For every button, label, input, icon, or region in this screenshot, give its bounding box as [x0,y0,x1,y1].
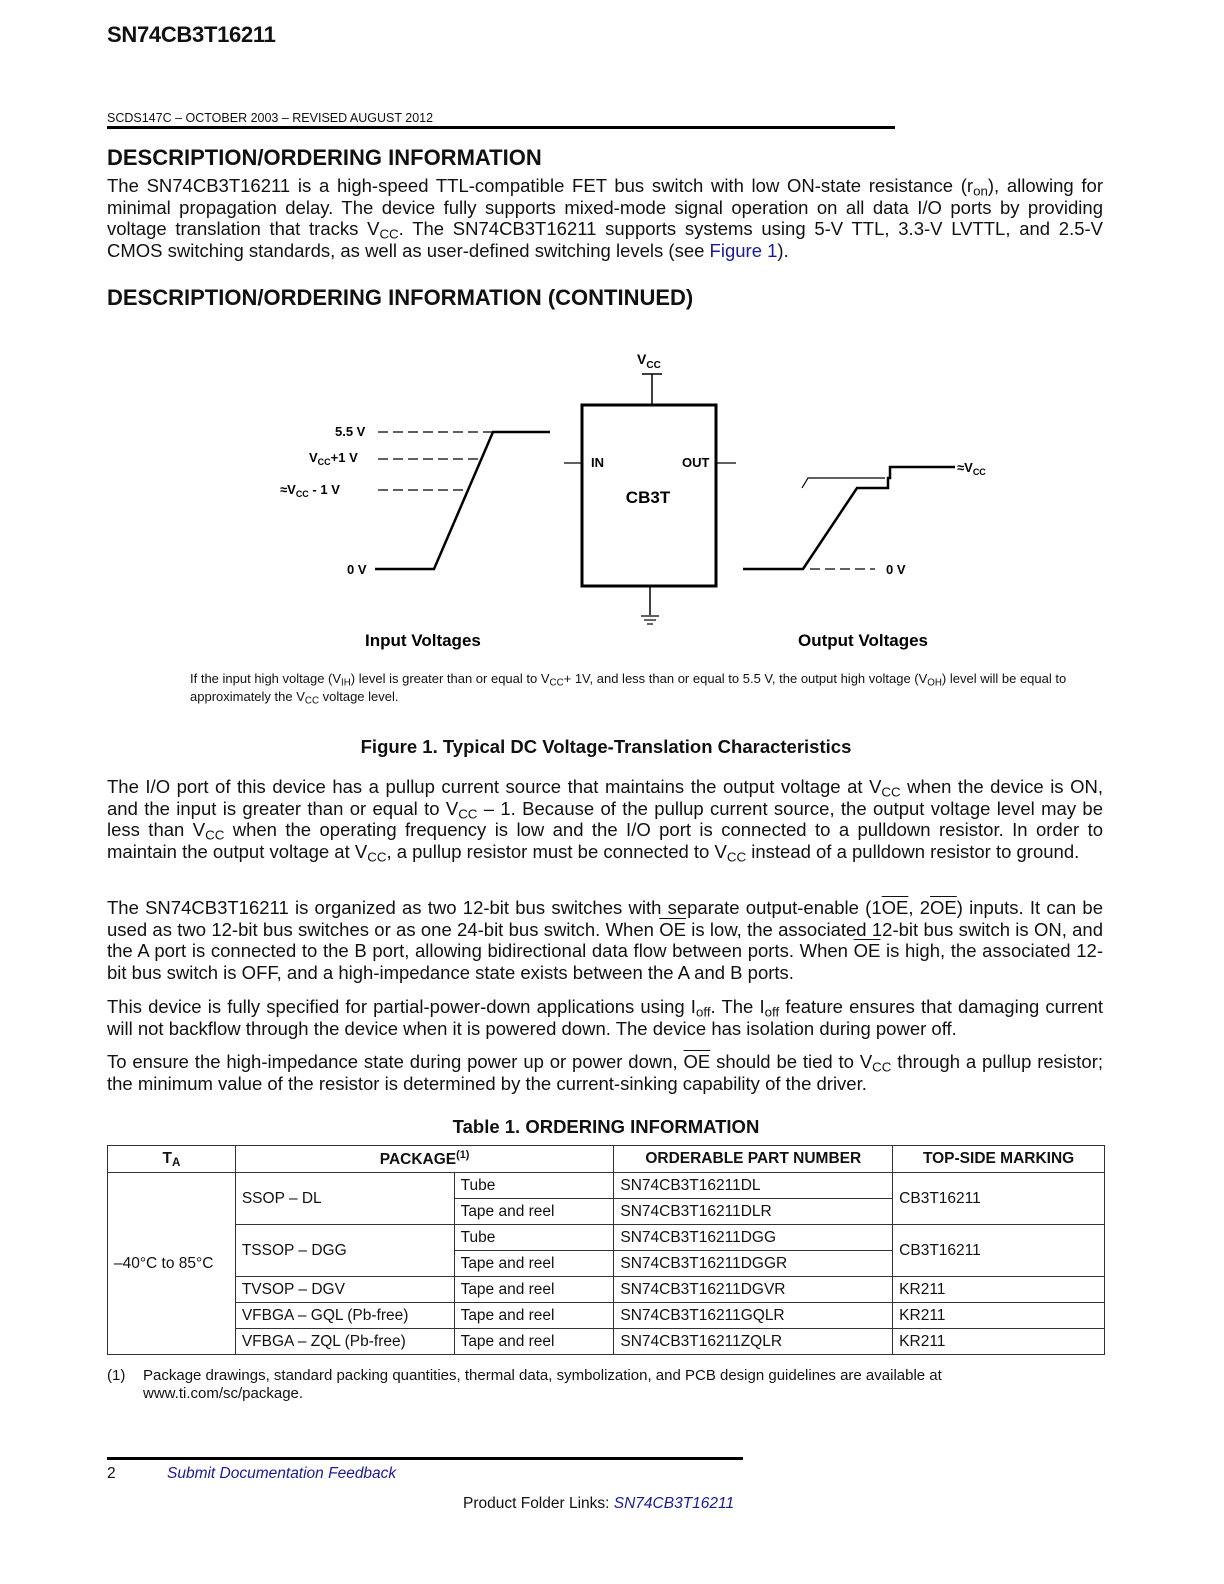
header-marking: TOP-SIDE MARKING [893,1146,1105,1173]
output-voltages-title: Output Voltages [798,631,929,650]
figure-caption: Figure 1. Typical DC Voltage-Translation Characteristics [360,736,852,757]
figure-note: If the input high voltage $(V_{IH})$ level is greater than or equal to $V_{CC}+ 1V$, and less than or equal to 5.5 V, the output high voltage $(V_{OH})$ level will be equal to approximately the $V_{CC}$ voltage level. [190,671,1067,707]
footer-divider [107,1457,743,1460]
table-row [108,1303,1105,1329]
input-voltage-curve [375,432,550,569]
table-caption: Table 1. ORDERING INFORMATION [452,1116,760,1137]
section-heading-continued: DESCRIPTION/ORDERING INFORMATION (CONTINUED) [107,285,694,310]
label-5-5v: 5.5 V [335,424,366,439]
packing-cell: Tape and reel [454,1303,614,1329]
body-paragraph-organization: The SN74CB3T16211 is organized as two 12-bit bus switches with separate output-enable ($1\overline{OE}$, $2\overline{OE}$) inputs. It can be used as two 12-bit bus switches or as one 24-bit bus switch. When $\overline{OE}$ is low, the associated 12-bit bus switch is ON, and the A port is connected to the B port, allowing bidirectional data flow between ports. When $\overline{OE}$ is high, the associated 12-bit bus switch is OFF, and a high-impedance state exists between the A and B ports. [107,897,1103,984]
packing-cell: Tape and reel [454,1329,614,1355]
packing-cell: Tape and reel [454,1251,614,1277]
page-number: 2 [107,1465,116,1482]
marking-cell: KR211 [893,1277,1105,1303]
pin-in-label: IN [591,455,604,470]
input-voltages-title: Input Voltages [365,631,481,650]
packing-cell: Tube [454,1173,614,1199]
marking-cell: KR211 [893,1329,1105,1355]
marking-cell: KR211 [893,1303,1105,1329]
section-heading: DESCRIPTION/ORDERING INFORMATION [107,145,542,170]
output-curve-step [802,478,885,488]
header-ta: $T_A$ [108,1146,236,1173]
label-vcc-plus-1v: $V_{CC}+1$ V [309,450,358,467]
header-package: PACKAGE$^{(1)}$ [235,1146,614,1173]
figure-1-link[interactable]: Figure 1 [709,240,778,262]
body-paragraph-high-impedance: To ensure the high-impedance state during power up or power down, $\overline{OE}$ should be tied to $V_{CC}$ through a pullup resistor; the minimum value of the resistor is determined by the current-sinking capability of the driver. [107,1051,1103,1094]
header-orderable: ORDERABLE PART NUMBER [614,1146,893,1173]
table-row [108,1277,1105,1303]
footnote-number: (1) [107,1367,126,1384]
body-paragraph-pullup: The I/O port of this device has a pullup current source that maintains the output voltage at $V_{CC}$ when the device is ON, and the input is greater than or equal to $V_{CC} - 1$. Because of the pullup current source, the output voltage level may be less than $V_{CC}$ when the operating frequency is low and the I/O port is connected to a pulldown resistor. In order to maintain the output voltage at $V_{CC}$, a pullup resistor must be connected to $V_{CC}$ instead of a pulldown resistor to ground. [107,776,1104,865]
package-cell: VFBGA – GQL (Pb-free) [235,1303,454,1329]
vcc-label: $V_{CC}$ [637,351,661,371]
package-cell: TSSOP – DGG [235,1225,454,1277]
part-number-cell: SN74CB3T16211DGG [614,1225,893,1251]
ground-icon [641,616,659,624]
intro-paragraph: The SN74CB3T16211 is a high-speed TTL-compatible FET bus switch with low ON-state resistance $(r_{on})$, allowing for minimal propagation delay. The device fully supports mixed-mode signal operation on all data I/O ports by providing voltage translation that tracks $V_{CC}$. The SN74CB3T16211 supports systems using 5-V TTL, 3.3-V LVTTL, and 2.5-V CMOS switching standards, as well as user-defined switching levels (see Figure 1). [107,175,1104,262]
part-number-cell: SN74CB3T16211DL [614,1173,893,1199]
temp-range-cell: –40°C to 85°C [108,1173,236,1355]
package-cell: TVSOP – DGV [235,1277,454,1303]
label-0v-input: 0 V [347,562,367,577]
packing-cell: Tube [454,1225,614,1251]
label-output-vcc: $\approx V_{CC}$ [957,460,986,477]
part-number-cell: SN74CB3T16211GQLR [614,1303,893,1329]
chip-label: CB3T [625,488,671,507]
label-0v-output: 0 V [886,562,906,577]
table-header-row [108,1146,1105,1173]
label-vcc-minus-1v: $\approx V_{CC} - 1$ V [280,482,340,499]
part-number-cell: SN74CB3T16211DGGR [614,1251,893,1277]
product-folder-link[interactable]: SN74CB3T16211 [613,1495,735,1512]
product-folder-links: Product Folder Links: SN74CB3T16211 [463,1495,735,1512]
package-cell: VFBGA – ZQL (Pb-free) [235,1329,454,1355]
part-number-cell: SN74CB3T16211DGVR [614,1277,893,1303]
part-number-cell: SN74CB3T16211ZQLR [614,1329,893,1355]
packing-cell: Tape and reel [454,1277,614,1303]
header-divider [107,126,895,129]
packing-cell: Tape and reel [454,1199,614,1225]
submit-feedback-link[interactable]: Submit Documentation Feedback [167,1465,397,1482]
part-number-cell: SN74CB3T16211DLR [614,1199,893,1225]
document-code: SCDS147C – OCTOBER 2003 – REVISED AUGUST 2012 [107,111,434,125]
table-row [108,1225,1105,1251]
table-row [108,1329,1105,1355]
body-paragraph-ioff: This device is fully specified for partial-power-down applications using $I_{off}$. The $I_{off}$ feature ensures that damaging current will not backflow through the device when it is powered down. The device has isolation during power off. [107,996,1103,1039]
table-row [108,1173,1105,1199]
marking-cell: CB3T16211 [893,1225,1105,1277]
input-level-dashes [378,432,493,490]
voltage-translation-figure [180,340,1040,670]
footnote-text: Package drawings, standard packing quantities, thermal data, symbolization, and PCB design guidelines are available at www.ti.com/sc/package. [143,1367,942,1402]
marking-cell: CB3T16211 [893,1173,1105,1225]
package-cell: SSOP – DL [235,1173,454,1225]
document-title: SN74CB3T16211 [107,22,276,47]
output-voltage-curve [743,467,955,569]
ordering-information-table [107,1145,1105,1355]
pin-out-label: OUT [682,455,710,470]
